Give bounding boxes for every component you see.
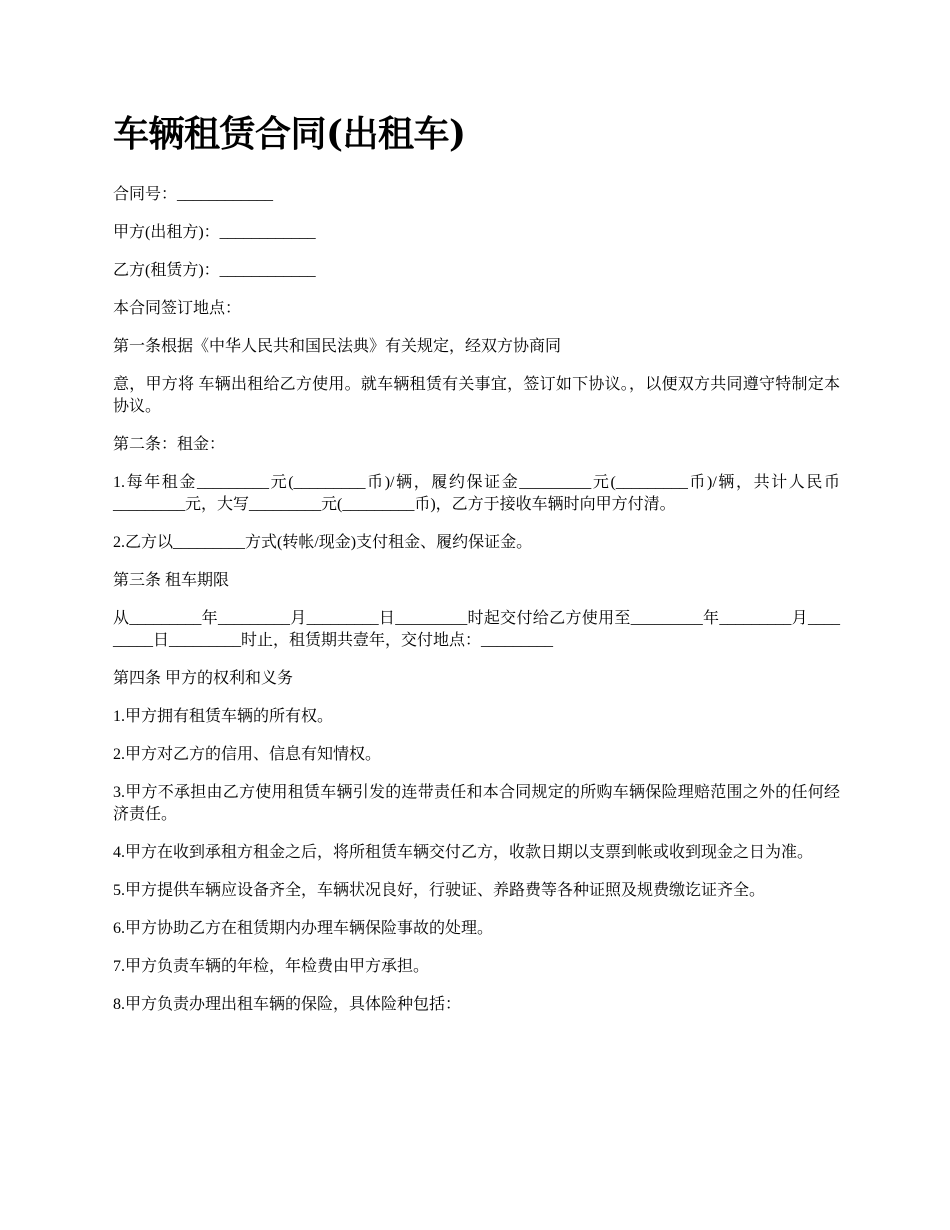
- article-2-item-2: 2.乙方以_________方式(转帐/现金)支付租金、履约保证金。: [113, 534, 533, 551]
- article-4-item-3: 3.甲方不承担由乙方使用租赁车辆引发的连带责任和本合同规定的所购车辆保险理赔范围之外的任何经济责任。: [113, 784, 840, 823]
- party-a-line: 甲方(出租方)：____________: [113, 224, 316, 241]
- document-title: 车辆租赁合同(出租车): [113, 113, 466, 155]
- article-2-item-1: 1.每年租金_________元(_________币)/辆，履约保证金_________元(_________币)/辆，共计人民币_________元，大写_________元(_________币)，乙方于接收车辆时向甲方付清。: [113, 474, 840, 513]
- article-4-item-8: 8.甲方负责办理出租车辆的保险，具体险种包括：: [113, 996, 462, 1013]
- document-page: [113, 108, 840, 1032]
- article-4-item-7: 7.甲方负责车辆的年检，年检费由甲方承担。: [113, 958, 430, 975]
- article-3-heading: 第三条 租车期限: [113, 572, 230, 589]
- article-4-item-2: 2.甲方对乙方的信用、信息有知情权。: [113, 746, 382, 763]
- article-4-item-1: 1.甲方拥有租赁车辆的所有权。: [113, 708, 334, 725]
- article-2-heading: 第二条：租金：: [113, 436, 226, 453]
- article-4-item-5: 5.甲方提供车辆应设备齐全，车辆状况良好，行驶证、养路费等各种证照及规费缴讫证齐全。: [113, 882, 766, 899]
- article-4-heading: 第四条 甲方的权利和义务: [113, 670, 294, 687]
- article-1-intro: 第一条根据《中华人民共和国民法典》有关规定，经双方协商同: [113, 338, 562, 355]
- party-b-line: 乙方(租赁方)：____________: [113, 262, 316, 279]
- article-1-body: 意，甲方将 车辆出租给乙方使用。就车辆租赁有关事宜，签订如下协议。，以便双方共同遵守特制定本协议。: [113, 376, 840, 415]
- signing-place-line: 本合同签订地点：: [113, 300, 242, 317]
- article-4-item-4: 4.甲方在收到承租方租金之后，将所租赁车辆交付乙方，收款日期以支票到帐或收到现金之日为准。: [113, 844, 814, 861]
- article-3-body: 从_________年_________月_________日_________时起交付给乙方使用至_________年_________月_________日_________时止，租赁期共壹年，交付地点：_________: [113, 610, 840, 649]
- contract-number-line: 合同号：____________: [113, 186, 274, 203]
- article-4-item-6: 6.甲方协助乙方在租赁期内办理车辆保险事故的处理。: [113, 920, 494, 937]
